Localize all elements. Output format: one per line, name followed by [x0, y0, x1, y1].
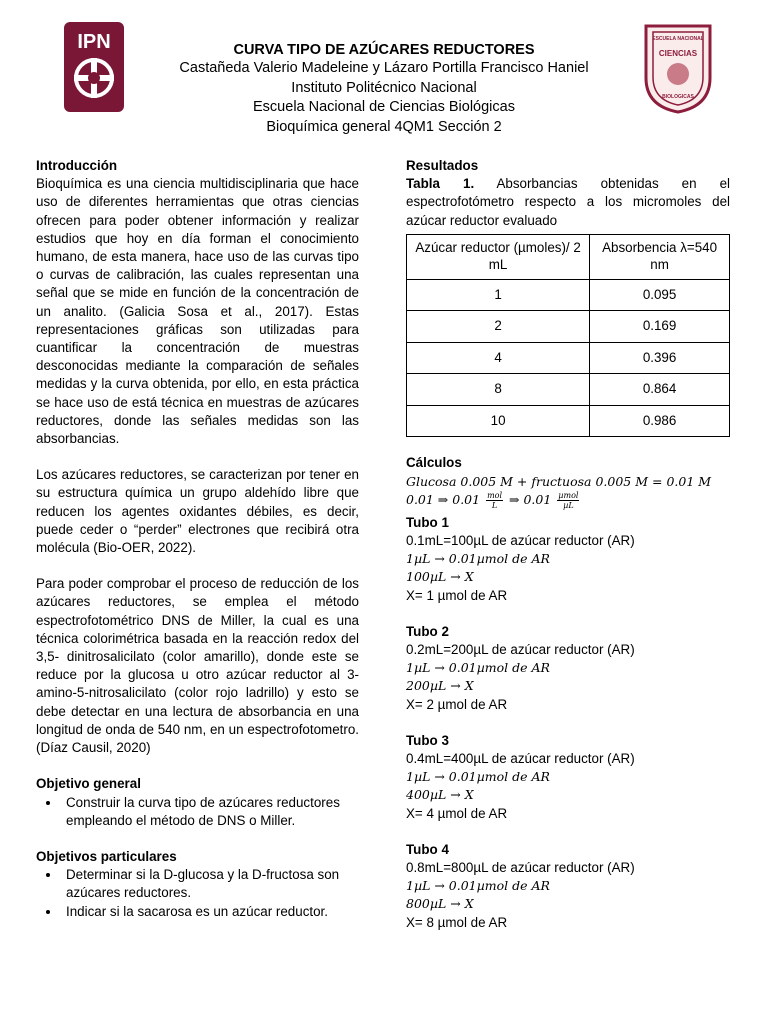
table-row — [407, 311, 730, 343]
tube-equation: 1µL → 0.01µmol de AR — [406, 878, 550, 894]
table-caption-text: Absorbancias obtenidas en el espectrofotómetro respecto a los micromoles del azúcar reductor evaluado — [406, 176, 731, 228]
tube-result: X= 4 µmol de AR — [406, 805, 508, 821]
tube-equation: 1µL → 0.01µmol de AR — [406, 769, 550, 785]
list-item: • Determinar si la D-glucosa y la D-fructosa son azúcares reductores. — [61, 866, 359, 902]
tube-line: 0.2mL=200µL de azúcar reductor (AR) — [406, 641, 635, 657]
table-row — [407, 279, 730, 311]
tube-block-1 — [406, 514, 730, 605]
table-cell: 10 — [407, 405, 590, 437]
tube-equation: 1µL → 0.01µmol de AR — [406, 660, 550, 676]
fraction-mol-per-l — [486, 491, 503, 510]
tube-title: Tubo 1 — [406, 514, 449, 530]
tube-line: 0.1mL=100µL de azúcar reductor (AR) — [406, 532, 635, 548]
table-cell: 4 — [407, 342, 590, 374]
table-header-cell: Absorbencia λ=540 nm — [590, 234, 730, 279]
table-cell: 1 — [407, 279, 590, 311]
list-item: • Indicar si la sacarosa es un azúcar reductor. — [61, 903, 359, 921]
calculations-heading: Cálculos — [406, 455, 462, 471]
tube-equation: 400µL → X — [406, 787, 474, 803]
objective-general-heading: Objetivo general — [36, 776, 141, 792]
intro-paragraph-3: Para poder comprobar el proceso de reducción de los azúcares reductores, se emplea el método espectrofotométrico DNS de Miller, la cual es una técnica colorimétrica basada en la reacción redox del 3,5- dinitrosalicilato (color amarillo), donde este se reduce por la glucosa u otro azúcar reductor al 3-amino-5-nitrosalicilato (color rojo ladrillo) y esto se debe detectar en una lectura de absorbancia en una longitud de onda de 540 nm, en un espectrofotometro.(Díaz Causil, 2020) — [36, 576, 359, 756]
table-cell: 0.864 — [590, 374, 730, 406]
tube-equation: 100µL → X — [406, 569, 474, 585]
authors: Castañeda Valerio Madeleine y Lázaro Portilla Francisco Haniel — [179, 60, 589, 76]
table-row — [407, 405, 730, 437]
institute: Instituto Politécnico Nacional — [291, 79, 477, 96]
tube-title: Tubo 4 — [406, 841, 449, 857]
table-cell: 8 — [407, 374, 590, 406]
fraction-umol-per-ul — [557, 491, 579, 510]
encb-logo-line3: BIOLOGICAS — [662, 94, 694, 100]
encb-logo — [640, 22, 716, 114]
intro-paragraph-2: Los azúcares reductores, se caracterizan por tener en su estructura química un grupo aldehído libre que reducen los agentes oxidantes débiles, es decir, puede ceder o “perder” electrones que recibirá otra molécula (Bio-OER, 2022). — [36, 467, 359, 556]
table-row — [407, 374, 730, 406]
tube-title: Tubo 3 — [406, 732, 449, 748]
tube-result: X= 8 µmol de AR — [406, 914, 508, 930]
table-row — [407, 342, 730, 374]
tube-equation: 800µL → X — [406, 896, 474, 912]
encb-logo-line1: ESCUELA NACIONAL — [652, 36, 704, 42]
course: Bioquímica general 4QM1 Sección 2 — [266, 118, 502, 135]
calc-equation-1: Glucosa 0.005 M + fructuosa 0.005 M = 0.01 M — [406, 473, 712, 489]
table-label: Tabla 1. — [406, 176, 475, 192]
tube-result: X= 2 µmol de AR — [406, 696, 508, 712]
calc-equation-2-a: 0.01 ⇒ 0.01 — [406, 491, 481, 507]
tube-line: 0.4mL=400µL de azúcar reductor (AR) — [406, 750, 635, 766]
calc-equation-2 — [406, 491, 730, 510]
right-column — [406, 157, 730, 932]
table-caption — [406, 175, 730, 230]
left-column — [36, 157, 359, 921]
tube-equation: 200µL → X — [406, 678, 474, 694]
tube-title: Tubo 2 — [406, 623, 449, 639]
fraction-numerator: µmol — [558, 490, 579, 500]
table-cell: 0.095 — [590, 279, 730, 311]
table-cell: 0.396 — [590, 342, 730, 374]
tube-block-2 — [406, 623, 730, 714]
objective-particular-list — [36, 866, 359, 921]
calc-equation-2-b: ⇒ 0.01 — [509, 491, 552, 507]
table-header-row — [407, 234, 730, 279]
table-header-cell: Azúcar reductor (µmoles)/ 2 mL — [407, 234, 590, 279]
table-cell: 0.986 — [590, 405, 730, 437]
school: Escuela Nacional de Ciencias Biológicas — [253, 99, 515, 115]
tube-block-3 — [406, 732, 730, 823]
fraction-numerator: mol — [487, 490, 503, 500]
ipn-logo-text: IPN — [77, 31, 111, 53]
objective-general-list — [36, 794, 359, 830]
ipn-logo — [60, 20, 128, 116]
fraction-denominator: L — [491, 500, 498, 510]
objective-particular-heading: Objetivos particulares — [36, 848, 177, 864]
tube-result: X= 1 µmol de AR — [406, 587, 508, 603]
intro-paragraph-1: Bioquímica es una ciencia multidisciplinaria que hace uso de diferentes herramientas que otras ciencias ofrecen para poder obtener información y realizar estudios que hoy en día forman el conocimiento humano, de esta manera, hace uso de las curvas tipo o curvas de calibración, las cuales representan una señal que se mide en función de la concentración de un analito. (Galicia Sosa et al., 2017). Estas representaciones gráficas son utilizadas para cuantificar la concentración de muestras desconocidas mediante la comparación de señales medidas y la curva obtenida, por ello, en esta práctica se hace uso de está técnica en muestras de azúcares reductores, donde las señales medidas son las absorbancias. — [36, 176, 359, 447]
tube-line: 0.8mL=800µL de azúcar reductor (AR) — [406, 859, 635, 875]
tube-equation: 1µL → 0.01µmol de AR — [406, 551, 550, 567]
list-item: • Construir la curva tipo de azúcares reductores empleando el método de DNS o Miller. — [61, 794, 359, 830]
tube-block-4 — [406, 841, 730, 932]
intro-heading: Introducción — [36, 158, 118, 173]
table-cell: 0.169 — [590, 311, 730, 343]
absorbance-table — [406, 234, 730, 438]
results-heading: Resultados — [406, 158, 479, 173]
encb-logo-line2: CIENCIAS — [658, 49, 698, 58]
document-title: CURVA TIPO DE AZÚCARES REDUCTORES — [233, 42, 535, 58]
fraction-denominator: µL — [563, 500, 574, 510]
table-cell: 2 — [407, 311, 590, 343]
document-header — [130, 42, 638, 137]
